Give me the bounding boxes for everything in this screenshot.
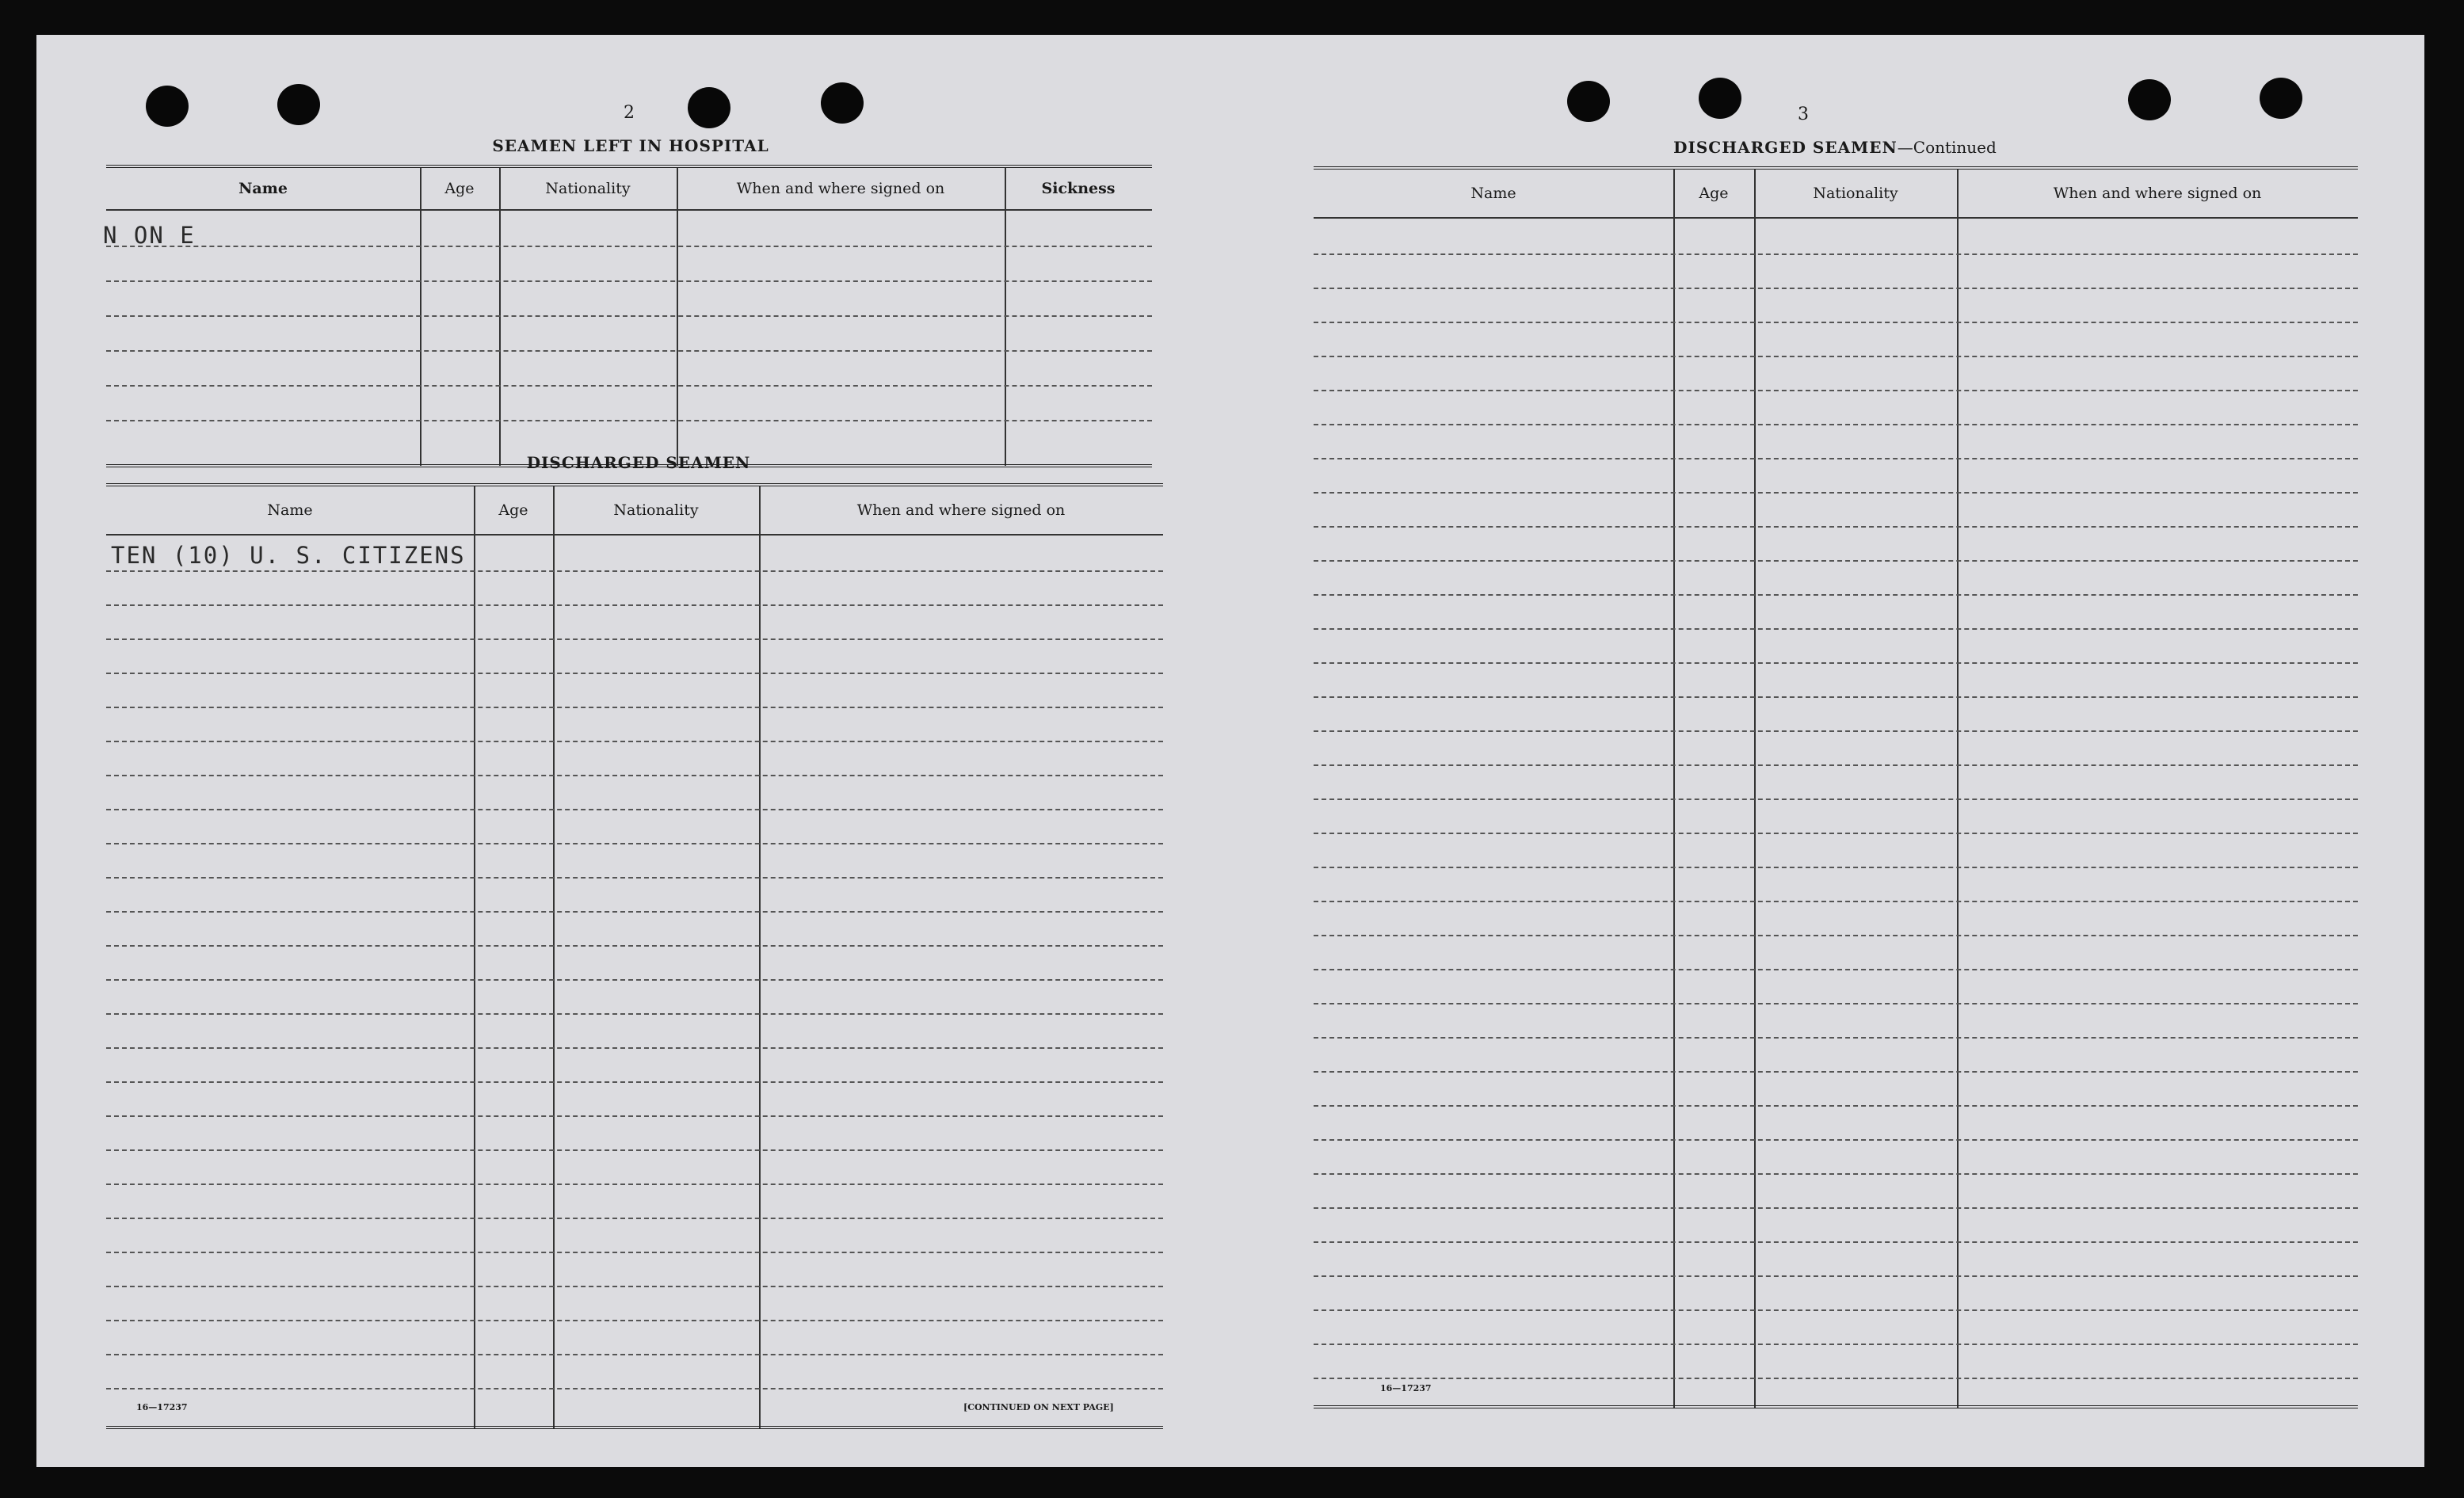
page-number: 2 — [624, 103, 635, 123]
row-rule — [106, 1388, 1163, 1389]
row-rule — [106, 1252, 1163, 1253]
discharged-table — [106, 483, 1163, 1437]
row-rule — [1314, 764, 2358, 766]
row-rule — [106, 1184, 1163, 1185]
hospital-entry: N ON E — [103, 222, 196, 249]
row-rule — [1314, 1139, 2358, 1141]
column-header: Age — [498, 501, 528, 519]
row-rule — [1314, 1207, 2358, 1209]
document-sheet — [36, 35, 2424, 1467]
row-rule — [1314, 424, 2358, 425]
row-rule — [106, 1047, 1163, 1049]
row-rule — [106, 877, 1163, 879]
row-rule — [1314, 594, 2358, 596]
column-header: Age — [1699, 185, 1729, 202]
discharged-continued-table — [1314, 166, 2358, 1413]
row-rule — [106, 775, 1163, 776]
row-rule — [106, 741, 1163, 742]
column-header: When and where signed on — [736, 180, 945, 197]
row-rule — [1314, 969, 2358, 970]
row-rule — [1314, 1037, 2358, 1039]
row-rule — [106, 843, 1163, 844]
row-rule — [106, 570, 1163, 572]
row-rule — [1314, 935, 2358, 936]
row-rule — [1314, 1309, 2358, 1311]
row-rule — [1314, 322, 2358, 323]
continued-table-header — [1314, 170, 2358, 219]
form-number: 16—17237 — [1380, 1383, 1432, 1393]
column-header: Name — [1470, 185, 1516, 202]
page-number: 3 — [1798, 105, 1809, 124]
row-rule — [1314, 560, 2358, 562]
row-rule — [106, 1081, 1163, 1083]
row-rule — [1314, 662, 2358, 664]
row-rule — [1314, 356, 2358, 357]
row-rule — [1314, 526, 2358, 528]
discharged-table-header — [106, 486, 1163, 536]
row-rule — [1314, 288, 2358, 289]
row-rule — [1314, 799, 2358, 800]
discharged-entry: TEN (10) U. S. CITIZENS — [111, 542, 466, 569]
row-rule — [1314, 696, 2358, 698]
row-rule — [1314, 492, 2358, 494]
row-rule — [1314, 1071, 2358, 1073]
form-number: 16—17237 — [136, 1402, 188, 1412]
title-suffix: —Continued — [1897, 138, 1997, 157]
title-main: DISCHARGED SEAMEN — [1673, 138, 1898, 157]
column-header: Sickness — [1041, 180, 1116, 197]
row-rule — [1314, 1105, 2358, 1107]
discharged-section-title: DISCHARGED SEAMEN — [526, 453, 751, 472]
row-rule — [106, 809, 1163, 810]
page-3-title — [1669, 138, 2001, 157]
row-rule — [1314, 458, 2358, 459]
hospital-table-header — [106, 168, 1152, 211]
row-rule — [106, 707, 1163, 708]
row-rule — [1314, 1003, 2358, 1004]
page-2 — [36, 35, 1225, 1467]
row-rule — [106, 1286, 1163, 1287]
row-rule — [1314, 1241, 2358, 1243]
row-rule — [106, 604, 1163, 606]
row-rule — [1314, 1173, 2358, 1175]
hospital-section-title: SEAMEN LEFT IN HOSPITAL — [492, 136, 769, 155]
column-header: Age — [444, 180, 475, 197]
row-rule — [106, 1115, 1163, 1117]
row-rule — [1314, 1275, 2358, 1277]
row-rule — [1314, 867, 2358, 868]
row-rule — [1314, 730, 2358, 732]
column-header: Nationality — [613, 501, 699, 519]
row-rule — [106, 945, 1163, 947]
row-rule — [1314, 390, 2358, 391]
row-rule — [106, 1320, 1163, 1321]
column-header: When and where signed on — [856, 501, 1066, 519]
row-rule — [1314, 253, 2358, 255]
row-rule — [106, 1354, 1163, 1355]
row-rule — [106, 1013, 1163, 1015]
page-3 — [1272, 35, 2424, 1467]
row-rule — [106, 911, 1163, 913]
column-header: When and where signed on — [2053, 185, 2262, 202]
column-header: Name — [238, 180, 288, 197]
row-rule — [1314, 1378, 2358, 1379]
row-rule — [106, 979, 1163, 981]
hospital-table — [103, 165, 1152, 467]
row-rule — [106, 638, 1163, 640]
row-rule — [106, 673, 1163, 674]
row-rule — [106, 1149, 1163, 1151]
continued-note: [CONTINUED ON NEXT PAGE] — [963, 1402, 1114, 1412]
row-rule — [1314, 833, 2358, 834]
row-rule — [1314, 1344, 2358, 1345]
column-header: Name — [267, 501, 313, 519]
row-rule — [106, 1218, 1163, 1219]
column-header: Nationality — [1813, 185, 1898, 202]
row-rule — [1314, 901, 2358, 902]
row-rule — [1314, 628, 2358, 630]
column-header: Nationality — [545, 180, 631, 197]
